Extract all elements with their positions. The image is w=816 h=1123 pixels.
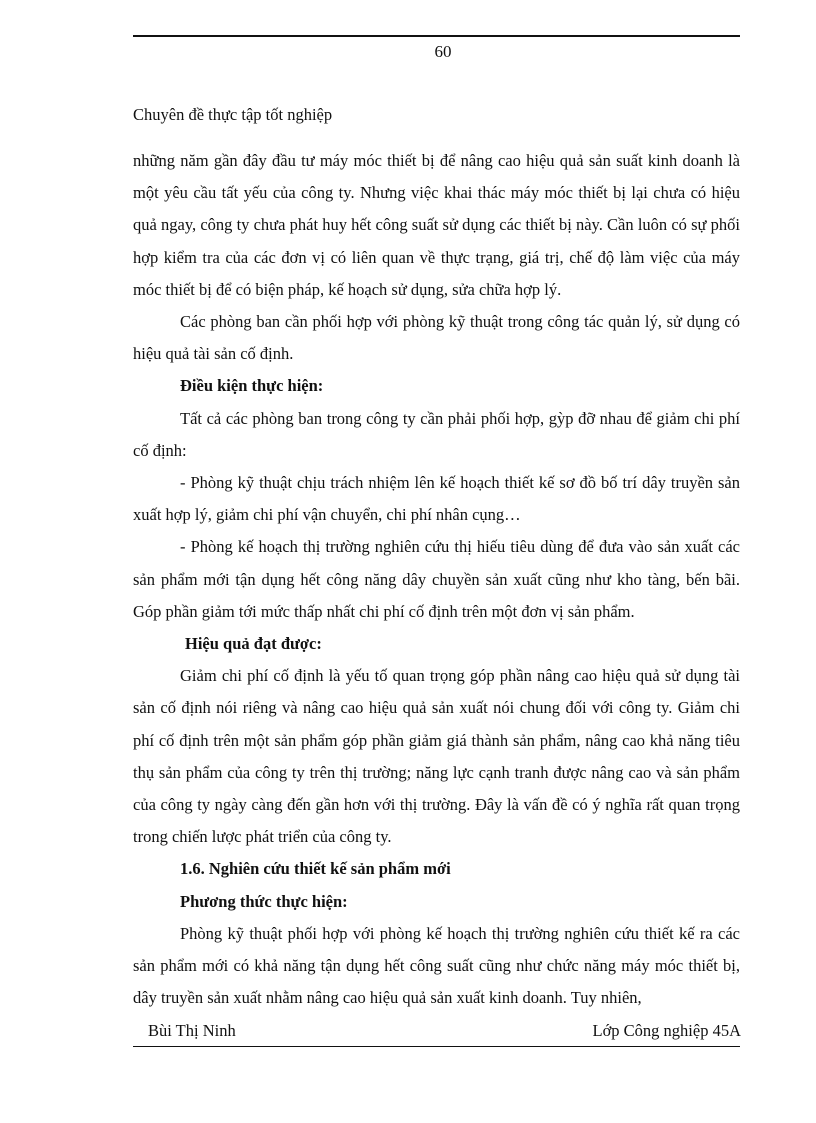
section-heading-new-products: 1.6. Nghiên cứu thiết kế sản phẩm mới — [180, 859, 451, 879]
header-rule — [133, 35, 740, 37]
paragraph-technical-dept: - Phòng kỹ thuật chịu trách nhiệm lên kế hoạch thiết kế sơ đồ bố trí dây truyền sản xuất hợp lý, giảm chi phí vận chuyển, chi phí nhân cụng… — [133, 473, 740, 525]
heading-conditions: Điều kiện thực hiện: — [180, 376, 324, 396]
paragraph-product-design: Phòng kỹ thuật phối hợp với phòng kế hoạch thị trường nghiên cứu thiết kế ra các sản phẩm mới có khả năng tận dụng hết công suất cũng như chức năng máy móc thiết bị, dây truyền sản xuất nhằm nâng cao hiệu quả sản xuất kinh doanh. Tuy nhiên, — [133, 923, 740, 1008]
heading-results: Hiệu quả đạt được: — [185, 634, 322, 654]
document-title: Chuyên đề thực tập tốt nghiệp — [133, 105, 333, 124]
heading-method: Phương thức thực hiện: — [180, 891, 348, 911]
page-number: 60 — [434, 42, 452, 61]
paragraph-all-departments: Tất cả các phòng ban trong công ty cần phải phối hợp, gỳp đỡ nhau để giảm chi phí cố định: — [133, 408, 740, 460]
paragraph-planning-dept: - Phòng kế hoạch thị trường nghiên cứu thị hiếu tiêu dùng để đưa vào sản xuất các sản phẩm mới tận dụng hết công năng dây chuyền sản xuất cũng như kho tàng, bến bãi. Góp phần giảm tới mức thấp nhất chi phí cố định trên một đơn vị sản phẩm. — [133, 537, 740, 621]
document-body — [133, 145, 740, 1014]
footer-author: Bùi Thị Ninh — [148, 1021, 236, 1040]
footer-rule — [133, 1046, 740, 1047]
paragraph-coordination: Các phòng ban cần phối hợp với phòng kỹ thuật trong công tác quản lý, sử dụng có hiệu quả tài sản cố định. — [133, 312, 740, 364]
paragraph-intro: những năm gần đây đầu tư máy móc thiết bị để nâng cao hiệu quả sản suất kinh doanh là một yêu cầu tất yếu của công ty. Nhưng việc khai thác máy móc thiết bị lại chưa có hiệu quả ngay, công ty chưa phát huy hết công suất sử dụng các thiết bị này. Cần luôn có sự phối hợp kiểm tra của các đơn vị có liên quan về thực trạng, giá trị, chế độ làm việc của máy móc thiết bị để có biện pháp, kế hoạch sử dụng, sửa chữa hợp lý. — [133, 151, 740, 299]
footer-class: Lớp Công nghiệp 45A — [592, 1021, 741, 1040]
paragraph-cost-reduction: Giảm chi phí cố định là yếu tố quan trọng góp phần nâng cao hiệu quả sử dụng tài sản cố định nói riêng và nâng cao hiệu quả sản xuất nói chung đối với công ty. Giảm chi phí cố định trên một sản phẩm góp phần giảm giá thành sản phẩm, nâng cao khả năng tiêu thụ sản phẩm của công ty trên thị trường; năng lực cạnh tranh được nâng cao và sản phẩm của công ty ngày càng đến gần hơn với thị trường. Đây là vấn đề có ý nghĩa rất quan trọng trong chiến lược phát triển của công ty. — [133, 666, 740, 847]
